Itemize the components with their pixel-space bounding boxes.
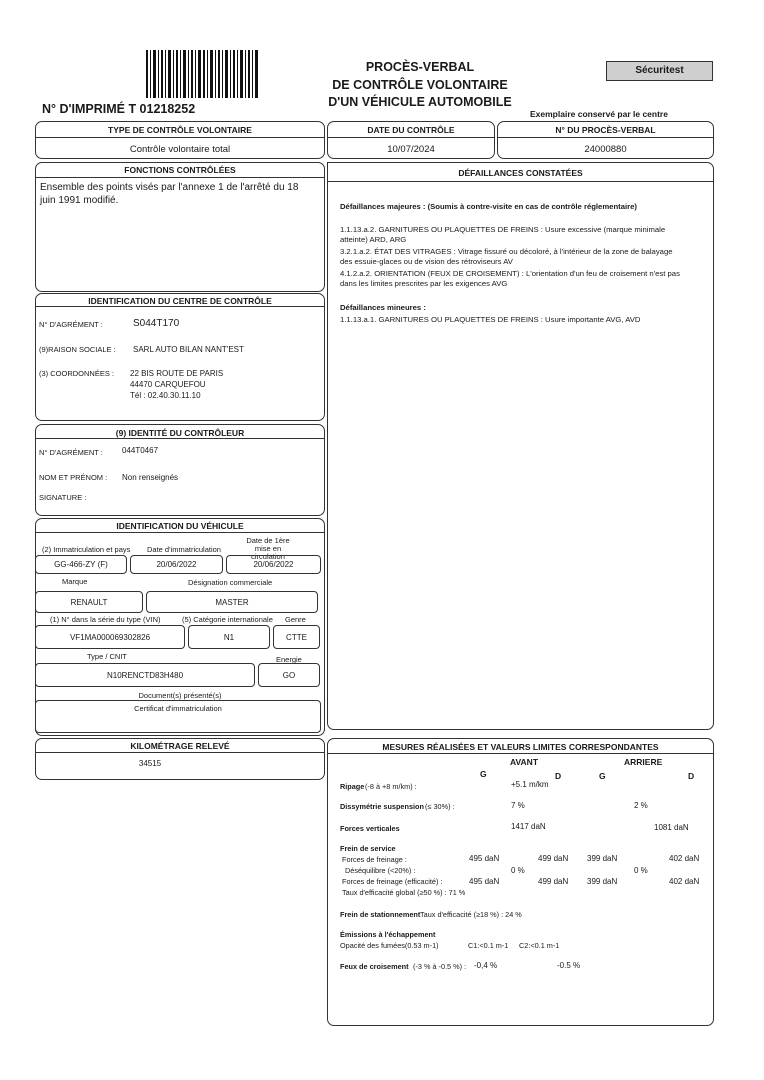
title-line-2: DE CONTRÔLE VOLONTAIRE: [332, 78, 508, 92]
centre-address-2: 44470 CARQUEFOU: [130, 380, 206, 389]
forces-verticales-avant: 1417 daN: [511, 822, 546, 831]
dissym-avant: 7 %: [511, 801, 525, 810]
ffe-avant-g: 495 daN: [469, 877, 500, 886]
col-avant-d: D: [555, 771, 562, 781]
ffe-arriere-g: 399 daN: [587, 877, 618, 886]
col-arriere-g: G: [599, 771, 606, 781]
brand-badge: Sécuritest: [606, 61, 713, 81]
opacite-c1: C1:<0.1 m-1: [468, 941, 509, 950]
mineure-item: 1.1.13.a.1. GARNITURES OU PLAQUETTES DE FREINS : Usure importante AVG, AVD: [340, 315, 641, 324]
genre-value: CTTE: [286, 633, 307, 642]
stationnement-label: Frein de stationnement: [340, 910, 421, 919]
dissym-limit: (≤ 30%) :: [425, 802, 455, 811]
controleur-agrement: 044T0467: [122, 446, 159, 455]
stationnement-value: Taux d'efficacité (≥18 %) : 24 %: [420, 910, 522, 919]
opacite-label: Opacité des fumées(0.53 m-1): [340, 941, 439, 950]
col-avant-g: G: [480, 769, 487, 779]
majeure-item: 1.1.13.a.2. GARNITURES OU PLAQUETTES DE FREINS : Usure excessive (marque minimale atteinte) ARD, ARG: [340, 225, 666, 245]
vin-value: VF1MA000069302826: [69, 633, 151, 642]
title-line-3: D'UN VÉHICULE AUTOMOBILE: [328, 95, 512, 109]
pv-number-header: N° DU PROCÈS-VERBAL: [555, 125, 656, 135]
date-controle-header: DATE DU CONTRÔLE: [367, 125, 455, 135]
barcode-graphic: [146, 50, 260, 98]
barcode: [146, 50, 260, 98]
type-controle-header: TYPE DE CONTRÔLE VOLONTAIRE: [108, 125, 252, 135]
majeures-title: Défaillances majeures : (Soumis à contre-visite en cas de contrôle réglementaire): [340, 202, 637, 211]
majeure-item: 4.1.2.a.2. ORIENTATION (FEUX DE CROISEMENT) : L'orientation d'un feu de croisement n'est pas dans les limites prescrites par les exigences AVG: [340, 269, 680, 289]
centre-header: IDENTIFICATION DU CENTRE DE CONTRÔLE: [88, 296, 272, 306]
feux-label: Feux de croisement: [340, 962, 409, 971]
emissions-label: Émissions à l'échappement: [340, 930, 436, 939]
ripage-label: Ripage: [340, 782, 365, 791]
type-value: N10RENCTD83H480: [106, 671, 184, 680]
frein-service-label: Frein de service: [340, 844, 396, 853]
fonctions-text: Ensemble des points visés par l'annexe 1 de l'arrêté du 18 juin 1991 modifié.: [40, 182, 299, 206]
type-controle-value: Contrôle volontaire total: [129, 144, 231, 155]
arriere-header: ARRIERE: [624, 757, 663, 767]
centre-raison-label: (9)RAISON SOCIALE :: [39, 345, 116, 354]
centre-tel: Tél : 02.40.30.11.10: [130, 391, 201, 400]
pv-number-value: 24000880: [584, 144, 627, 155]
genre-label: Genre: [285, 615, 306, 624]
date-controle-value: 10/07/2024: [387, 144, 435, 155]
centre-agrement-label: N° D'AGRÉMENT :: [39, 320, 103, 329]
ripage-value: +5.1 m/km: [511, 780, 549, 789]
designation-value: MASTER: [215, 598, 249, 607]
controleur-header: (9) IDENTITÉ DU CONTRÔLEUR: [115, 428, 245, 438]
dissym-label: Dissymétrie suspension: [340, 802, 424, 811]
immat-value: GG-466-ZY (F): [54, 560, 108, 569]
controleur-nom-label: NOM ET PRÉNOM :: [39, 473, 108, 482]
ff-avant-g: 495 daN: [469, 854, 500, 863]
controleur-nom: Non renseignés: [122, 473, 179, 482]
feux-g: -0,4 %: [474, 961, 498, 970]
designation-label: Désignation commerciale: [188, 578, 273, 587]
ffe-label: Forces de freinage (efficacité) :: [342, 877, 443, 886]
ripage-limit: (-8 à +8 m/km) :: [365, 782, 417, 791]
forces-freinage-label: Forces de freinage :: [342, 855, 407, 864]
kilometrage-header: KILOMÉTRAGE RELEVÉ: [130, 741, 230, 751]
documents-label: Document(s) présenté(s): [138, 691, 222, 700]
forces-verticales-arriere: 1081 daN: [654, 823, 689, 832]
col-arriere-d: D: [688, 771, 695, 781]
centre-agrement: S044T170: [133, 318, 180, 329]
controleur-signature-label: SIGNATURE :: [39, 493, 87, 502]
desequilibre-arriere: 0 %: [634, 866, 648, 875]
documents-value: Certificat d'immatriculation: [134, 704, 222, 713]
ff-arriere-g: 399 daN: [587, 854, 618, 863]
ffe-avant-d: 499 daN: [538, 877, 569, 886]
avant-header: AVANT: [510, 757, 539, 767]
printed-number: N° D'IMPRIMÉ T 01218252: [42, 102, 196, 116]
centre-box: [35, 293, 325, 421]
date-circ-label: Date de 1ère mise en circulation: [246, 536, 290, 561]
ff-avant-d: 499 daN: [538, 854, 569, 863]
marque-value: RENAULT: [70, 598, 108, 607]
title-line-1: PROCÈS-VERBAL: [365, 60, 475, 74]
taux-global: Taux d'efficacité global (≥50 %) : 71 %: [342, 888, 466, 897]
centre-raison: SARL AUTO BILAN NANT'EST: [133, 345, 244, 354]
opacite-c2: C2:<0.1 m-1: [519, 941, 560, 950]
dissym-arriere: 2 %: [634, 801, 648, 810]
date-circ-value: 20/06/2022: [253, 560, 294, 569]
date-immat-label: Date d'immatriculation: [147, 545, 221, 554]
mesures-header: MESURES RÉALISÉES ET VALEURS LIMITES CORRESPONDANTES: [382, 742, 659, 752]
date-immat-value: 20/06/2022: [156, 560, 197, 569]
kilometrage-value: 34515: [138, 759, 162, 768]
fonctions-header: FONCTIONS CONTRÔLÉES: [124, 165, 236, 175]
centre-address-1: 22 BIS ROUTE DE PARIS: [130, 369, 224, 378]
feux-limit: (-3 % à -0.5 %) :: [413, 962, 467, 971]
feux-d: -0.5 %: [557, 961, 581, 970]
categorie-value: N1: [223, 633, 235, 642]
majeure-item: 3.2.1.a.2. ÉTAT DES VITRAGES : Vitrage fissuré ou décoloré, à l'intérieur de la zone de balayage des essuie-glaces ou de vision des rétroviseurs AV: [340, 247, 673, 267]
type-label: Type / CNIT: [87, 652, 128, 661]
vin-label: (1) N° dans la série du type (VIN): [50, 615, 161, 624]
copy-note: Exemplaire conservé par le centre: [530, 109, 668, 119]
controleur-agrement-label: N° D'AGRÉMENT :: [39, 448, 103, 457]
immat-label: (2) Immatriculation et pays: [42, 545, 131, 554]
ff-arriere-d: 402 daN: [669, 854, 700, 863]
vehicule-header: IDENTIFICATION DU VÉHICULE: [116, 521, 244, 531]
categorie-label: (5) Catégorie internationale: [182, 615, 273, 624]
ffe-arriere-d: 402 daN: [669, 877, 700, 886]
forces-verticales-label: Forces verticales: [340, 824, 400, 833]
desequilibre-label: Déséquilibre (<20%) :: [345, 866, 416, 875]
defaillances-header: DÉFAILLANCES CONSTATÉES: [458, 168, 583, 178]
energie-label: Energie: [276, 655, 302, 664]
mineures-title: Défaillances mineures :: [340, 303, 426, 312]
desequilibre-avant: 0 %: [511, 866, 525, 875]
energie-value: GO: [282, 671, 296, 680]
marque-label: Marque: [62, 577, 88, 586]
centre-coord-label: (3) COORDONNÉES :: [39, 369, 115, 378]
